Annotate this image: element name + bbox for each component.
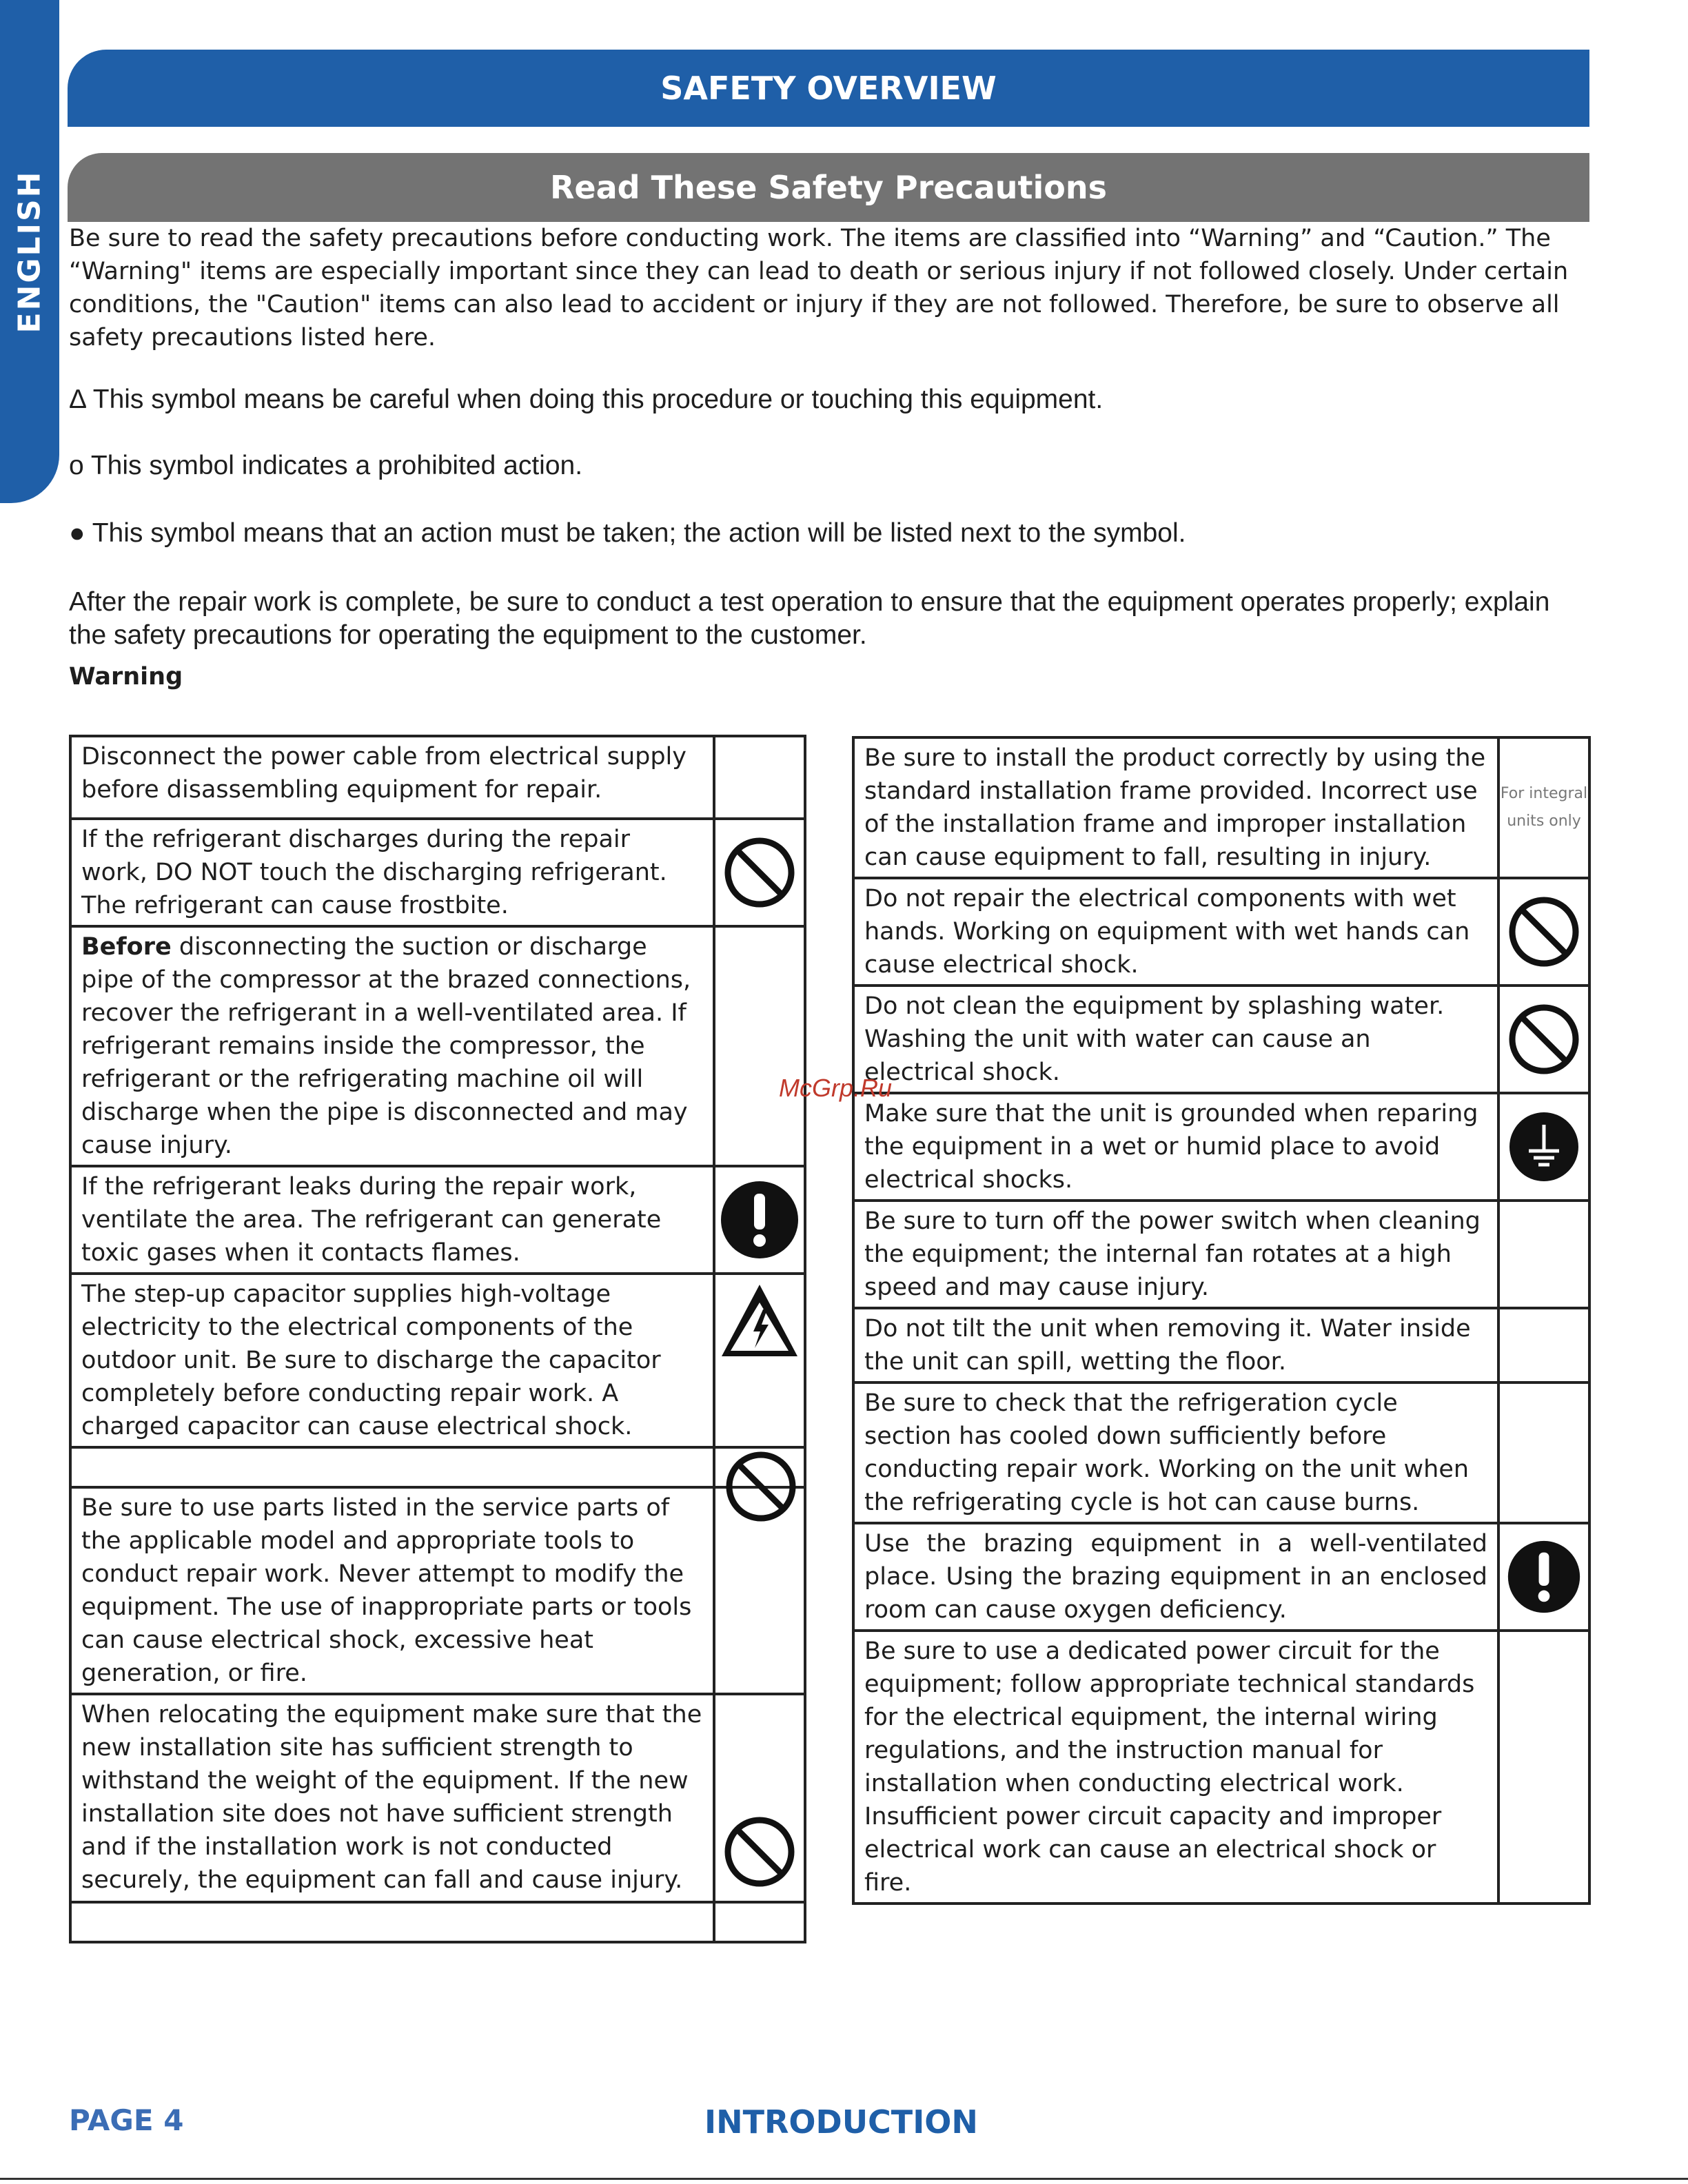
- warning-text: Be sure to check that the refrigeration cycle section has cooled down sufficiently before conducting repair work. Working on the unit when the refrigerating cycle is hot can cause burns.: [853, 1382, 1498, 1523]
- warning-text: [70, 1447, 714, 1487]
- warning-text: Be sure to use a dedicated power circuit for the equipment; follow appropriate technical standards for the electrical equipment, the internal wiring regulations, and the instruction manual for installation when conducting electrical work. Insufficient power circuit capacity and improper electrical work can cause an electrical shock or fire.: [853, 1631, 1498, 1904]
- mandatory-symbol-note: [69, 517, 1585, 550]
- caution-symbol-note: [69, 383, 1585, 416]
- intro-paragraph: Be sure to read the safety precautions before conducting work. The items are classified into “Warning” and “Caution.” The “Warning" items are especially important since they can lead to death or serious injury if not followed closely. Under certain conditions, the "Caution" items can also lead to accident or injury if they are not followed. Therefore, be sure to observe all safety precautions listed here.: [69, 225, 1569, 351]
- icon-cell: [714, 736, 805, 819]
- subsection-title-banner: [68, 153, 1589, 222]
- bold-lead: Before: [81, 933, 172, 961]
- warning-text: Do not tilt the unit when removing it. Water inside the unit can spill, wetting the floor.: [853, 1308, 1498, 1382]
- warning-text: [70, 926, 714, 1166]
- icon-cell: [714, 1447, 805, 1487]
- icon-cell: [1498, 737, 1589, 878]
- warning-heading: Warning: [69, 663, 183, 691]
- prohibited-icon: [722, 835, 797, 910]
- table-row: [853, 986, 1589, 1093]
- table-row: [70, 736, 805, 819]
- section-title: SAFETY OVERVIEW: [660, 70, 997, 107]
- warning-text: Be sure to install the product correctly by using the standard installation frame provided. Incorrect use of the installation frame and improper installation can cause equipment to fall, resulting in injury.: [853, 737, 1498, 878]
- table-row: [853, 1523, 1589, 1631]
- table-row: [853, 1308, 1589, 1382]
- warning-text: If the refrigerant discharges during the repair work, DO NOT touch the discharging refrigerant. The refrigerant can cause frostbite.: [70, 819, 714, 926]
- icon-cell: [714, 1694, 805, 1902]
- table-row: [853, 1201, 1589, 1308]
- table-row: [853, 878, 1589, 986]
- after-repair-note: After the repair work is complete, be sure to conduct a test operation to ensure that the equipment operates properly; explain the safety precautions for operating the equipment to the customer.: [69, 587, 1550, 650]
- warning-text: Do not repair the electrical components with wet hands. Working on equipment with wet hands can cause electrical shock.: [853, 878, 1498, 986]
- warning-text: Do not clean the equipment by splashing water. Washing the unit with water can cause an electrical shock.: [853, 986, 1498, 1093]
- warning-table-right: [852, 736, 1591, 1905]
- prohibited-circle-icon: o: [69, 451, 84, 480]
- table-row: [853, 737, 1589, 878]
- ground-icon: [1508, 1111, 1580, 1183]
- prohibited-symbol-text: This symbol indicates a prohibited action.: [90, 451, 583, 480]
- caution-triangle-icon: Δ: [69, 385, 85, 414]
- high-voltage-icon: [719, 1282, 800, 1359]
- icon-cell: [1498, 1382, 1589, 1523]
- icon-cell: [1498, 1201, 1589, 1308]
- footer-section-title: INTRODUCTION: [704, 2103, 978, 2141]
- warning-text: Be sure to use parts listed in the service parts of the applicable model and appropriate tools to conduct repair work. Never attempt to modify the equipment. The use of inappropriate parts or tools can cause electrical shock, excessive heat generation, or fire.: [70, 1487, 714, 1694]
- warning-text: Disconnect the power cable from electrical supply before disassembling equipment for repair.: [70, 736, 714, 819]
- table-row: [853, 1631, 1589, 1904]
- language-label: ENGLISH: [12, 170, 48, 334]
- bottom-divider: [0, 2178, 1688, 2180]
- page-number: PAGE 4: [69, 2103, 184, 2137]
- table-row: [70, 1166, 805, 1274]
- language-side-tab: [0, 0, 59, 503]
- subsection-title: Read These Safety Precautions: [549, 169, 1108, 206]
- icon-cell: [1498, 986, 1589, 1093]
- table-row: [70, 1902, 805, 1942]
- icon-cell: [1498, 1523, 1589, 1631]
- icon-cell: [714, 1166, 805, 1274]
- warning-text: When relocating the equipment make sure that the new installation site has sufficient strength to withstand the weight of the equipment. If the new installation site does not have sufficient strength and if the installation work is not conducted securely, the equipment can fall and cause injury.: [70, 1694, 714, 1902]
- icon-cell: [1498, 1093, 1589, 1201]
- table-row: [70, 1274, 805, 1447]
- warning-text: The step-up capacitor supplies high-voltage electricity to the electrical components of the outdoor unit. Be sure to discharge the capacitor completely before conducting repair work. A charged capacitor can cause electrical shock.: [70, 1274, 714, 1447]
- prohibited-symbol-note: [69, 449, 1585, 482]
- integral-units-note: For integral units only: [1500, 785, 1588, 830]
- prohibited-icon: [722, 1814, 797, 1890]
- icon-cell: [714, 1902, 805, 1942]
- section-title-banner: [68, 50, 1589, 127]
- warning-text: Make sure that the unit is grounded when reparing the equipment in a wet or humid place to avoid electrical shocks.: [853, 1093, 1498, 1201]
- caution-symbol-text: This symbol means be careful when doing this procedure or touching this equipment.: [92, 385, 1104, 414]
- warning-text: If the refrigerant leaks during the repair work, ventilate the area. The refrigerant can generate toxic gases when it contacts flames.: [70, 1166, 714, 1274]
- icon-cell: [714, 926, 805, 1166]
- table-row: [70, 1447, 805, 1487]
- mandatory-symbol-text: This symbol means that an action must be taken; the action will be listed next to the symbol.: [92, 518, 1186, 548]
- table-row: [70, 819, 805, 926]
- mandatory-dot-icon: ●: [69, 518, 85, 548]
- table-row: [70, 1487, 805, 1694]
- mandatory-action-icon: [720, 1180, 800, 1260]
- prohibited-icon: [723, 1449, 799, 1524]
- mandatory-action-icon: [1507, 1540, 1581, 1614]
- warning-text-rest: disconnecting the suction or discharge pipe of the compressor at the brazed connections, recover the refrigerant in a well-ventilated area. If refrigerant remains inside the compressor, the refrigerant or the refrigerating machine oil will discharge when the pipe is disconnected and may cause injury.: [81, 933, 691, 1159]
- icon-cell: [1498, 878, 1589, 986]
- warning-table-left: [69, 735, 806, 1943]
- icon-cell: [714, 819, 805, 926]
- watermark-text: McGrp.Ru: [779, 1074, 893, 1102]
- warning-text: Use the brazing equipment in a well-ventilated place. Using the brazing equipment in an enclosed room can cause oxygen deficiency.: [853, 1523, 1498, 1631]
- table-row: [853, 1382, 1589, 1523]
- icon-cell: [1498, 1631, 1589, 1904]
- icon-cell: [714, 1274, 805, 1447]
- table-row: [70, 926, 805, 1166]
- prohibited-icon: [1506, 894, 1582, 970]
- icon-cell: [1498, 1308, 1589, 1382]
- prohibited-icon: [1506, 1001, 1582, 1077]
- warning-text: Be sure to turn off the power switch when cleaning the equipment; the internal fan rotates at a high speed and may cause injury.: [853, 1201, 1498, 1308]
- warning-text: [70, 1902, 714, 1942]
- table-row: [70, 1694, 805, 1902]
- table-row: [853, 1093, 1589, 1201]
